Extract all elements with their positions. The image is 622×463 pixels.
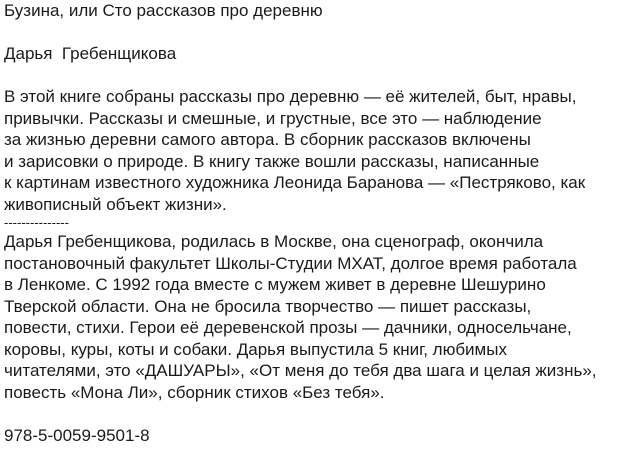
annotation-line: к картинам известного художника Леонида Баранова — «Пестряково, как	[4, 173, 586, 192]
bio-line: Дарья Гребенщикова, родилась в Москве, она сценограф, окончила	[4, 232, 544, 251]
bio-line: повести, стихи. Герои её деревенской прозы — дачники, односельчане,	[4, 318, 572, 337]
spacer	[4, 22, 620, 44]
bio-line: постановочный факультет Школы-Студии МХАТ, долгое время работала	[4, 253, 577, 273]
separator: ---------------	[4, 215, 69, 230]
spacer	[4, 65, 620, 87]
author-bio-paragraph	[4, 231, 620, 403]
annotation-line: за жизнью деревни самого автора. В сборник рассказов включены	[4, 130, 531, 149]
isbn: 978-5-0059-9501-8	[4, 425, 150, 445]
book-title: Бузина, или Сто рассказов про деревню	[4, 1, 323, 20]
bio-line: читателями, это «ДАШУАРЫ», «От меня до тебя два шага и целая жизнь»,	[4, 361, 597, 380]
bio-line: в Ленкоме. С 1992 года вместе с мужем живет в деревне Шешурино	[4, 275, 546, 294]
annotation-line: живописный объект жизни».	[4, 194, 227, 214]
annotation-line: привычки. Рассказы и смешные, и грустные, все это — наблюдение	[4, 108, 542, 128]
bio-line: Тверской области. Она не бросила творчество — пишет рассказы,	[4, 296, 532, 316]
book-author: Дарья Гребенщикова	[4, 44, 177, 63]
annotation-line: В этой книге собраны рассказы про деревню — её жителей, быт, нравы,	[4, 87, 577, 106]
bio-line: повесть «Мона Ли», сборник стихов «Без тебя».	[4, 382, 385, 402]
spacer	[4, 403, 620, 425]
bio-line: коровы, куры, коты и собаки. Дарья выпустила 5 книг, любимых	[4, 339, 507, 359]
annotation-line: и зарисовки о природе. В книгу также вошли рассказы, написанные	[4, 151, 540, 171]
document-page	[4, 0, 620, 446]
annotation-paragraph	[4, 86, 620, 215]
